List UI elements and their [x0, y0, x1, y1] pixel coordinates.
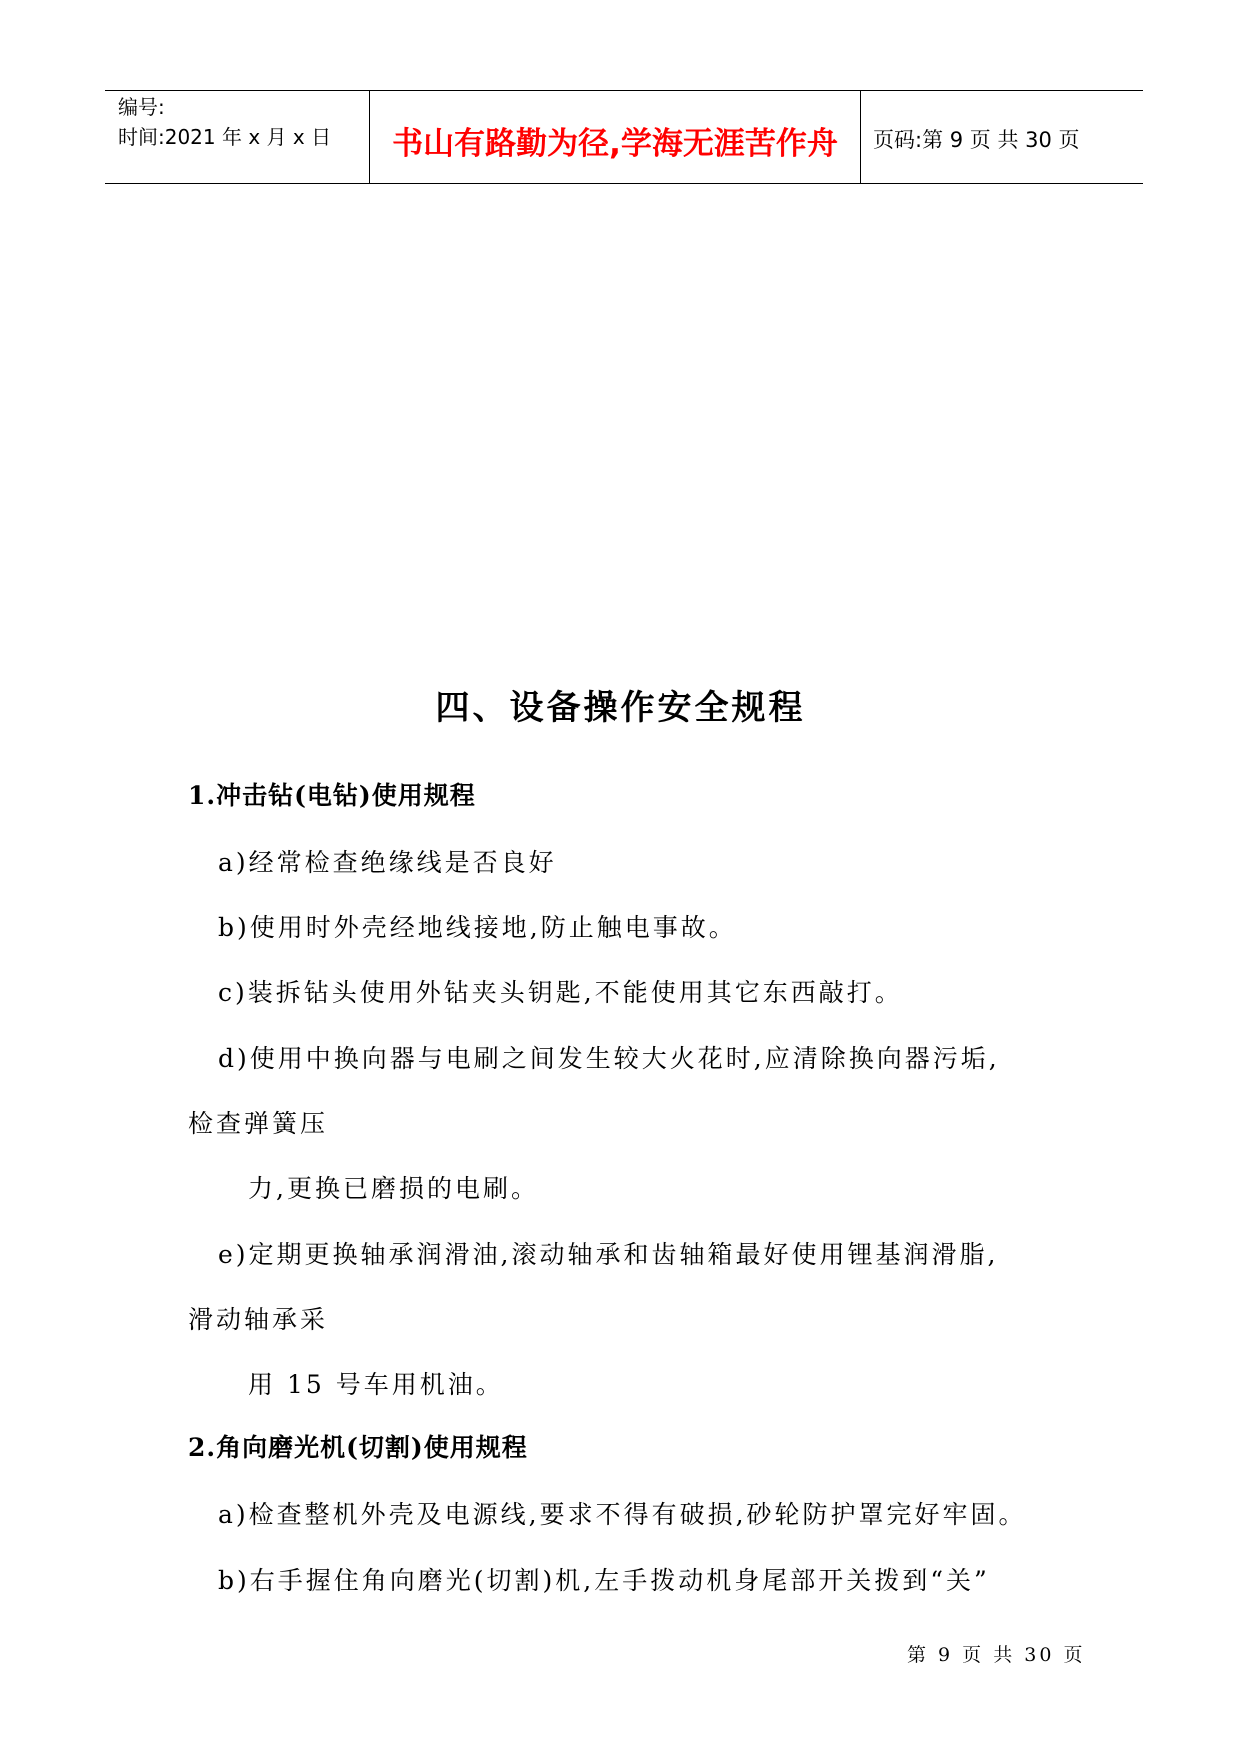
- section-2-heading: 2.角向磨光机(切割)使用规程: [188, 1433, 528, 1462]
- section-1-heading: 1.冲击钻(电钻)使用规程: [188, 781, 476, 810]
- header-number-label: 编号:: [118, 95, 165, 119]
- section-2-line: a)检查整机外壳及电源线,要求不得有破损,砂轮防护罩完好牢固。: [218, 1500, 1027, 1529]
- header-page-label: 页码:第 9 页 共 30 页: [873, 128, 1080, 152]
- header-meta: [118, 92, 331, 152]
- section-1-line: b)使用时外壳经地线接地,防止触电事故。: [218, 913, 737, 942]
- section-1-line: 力,更换已磨损的电刷。: [248, 1174, 539, 1203]
- section-1-line: 用 15 号车用机油。: [248, 1370, 504, 1399]
- header-top-rule: [105, 90, 1143, 91]
- section-1-line: 检查弹簧压: [188, 1109, 329, 1138]
- header-bottom-rule: [105, 183, 1143, 184]
- document-title: 四、设备操作安全规程: [435, 688, 806, 728]
- section-1-line: e)定期更换轴承润滑油,滚动轴承和齿轴箱最好使用锂基润滑脂,: [218, 1240, 999, 1269]
- section-1-line: a)经常检查绝缘线是否良好: [218, 848, 557, 877]
- section-1-line: 滑动轴承采: [188, 1305, 329, 1334]
- header-divider-right: [860, 90, 861, 183]
- section-2-line: b)右手握住角向磨光(切割)机,左手拨动机身尾部开关拨到“关”: [218, 1566, 990, 1595]
- section-1-line: d)使用中换向器与电刷之间发生较大火花时,应清除换向器污垢,: [218, 1044, 1000, 1073]
- header-motto: 书山有路勤为径,学海无涯苦作舟: [392, 126, 838, 162]
- section-1-line: c)装拆钻头使用外钻夹头钥匙,不能使用其它东西敲打。: [218, 978, 903, 1007]
- footer-page-number: 第 9 页 共 30 页: [907, 1644, 1086, 1666]
- header-time-label: 时间:2021 年 x 月 x 日: [118, 125, 332, 149]
